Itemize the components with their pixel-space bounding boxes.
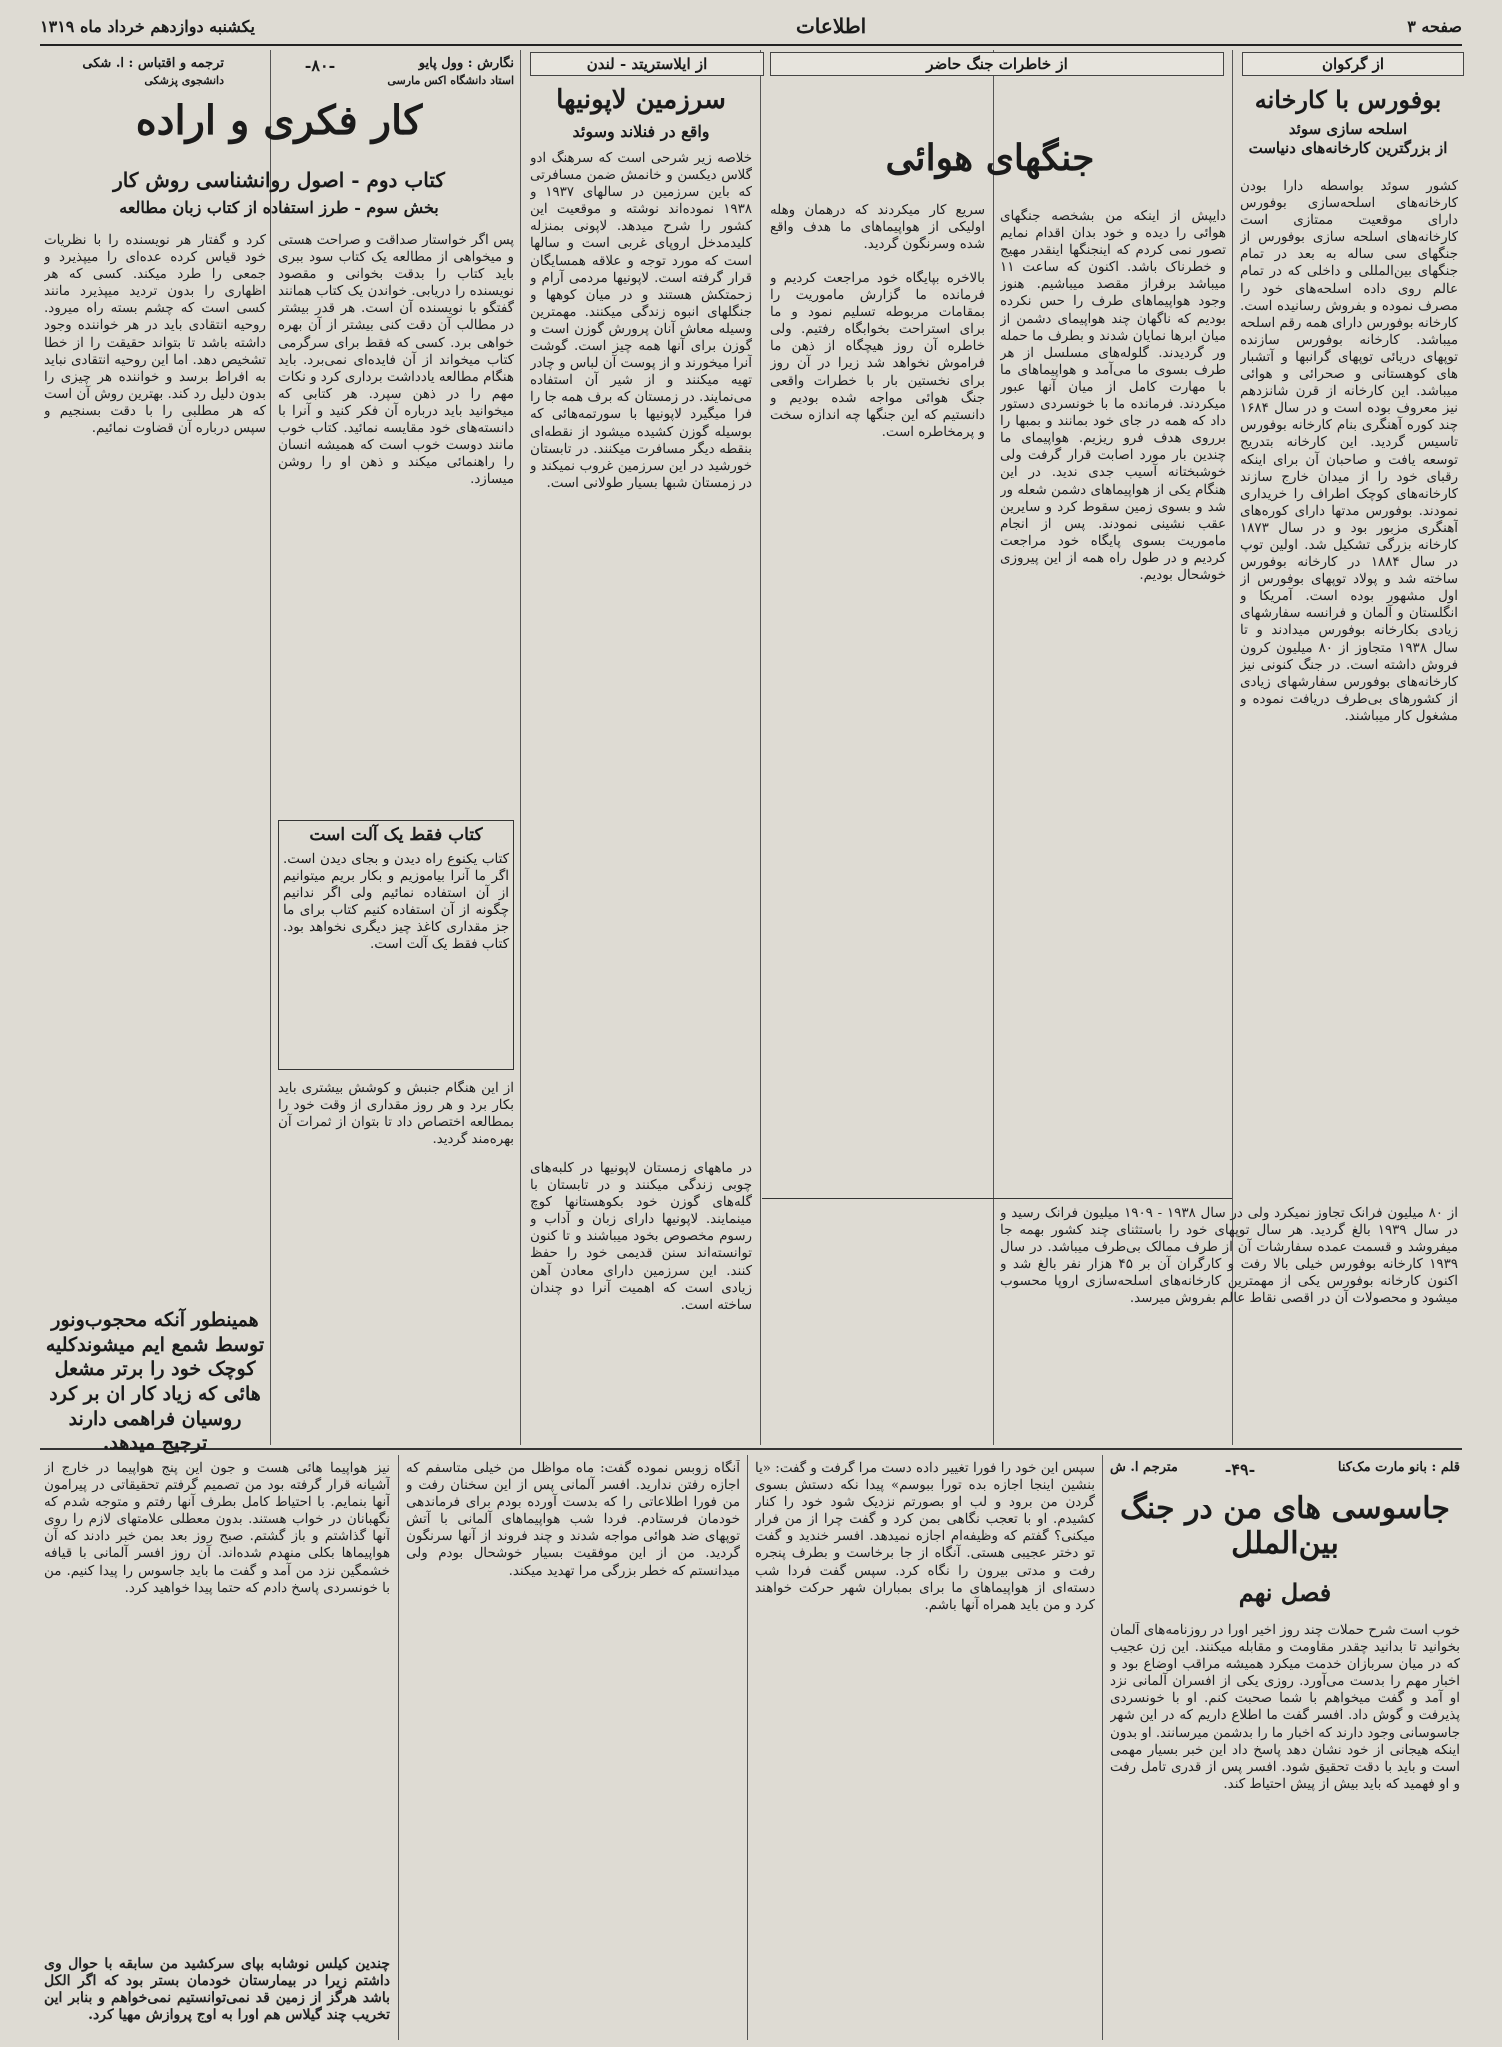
lapland-subtitle: واقع در فنلاند وسوئد — [572, 122, 710, 141]
spy-body: خوب است شرح حملات چند روز اخیر اورا در روزنامه‌های آلمان بخوانید تا بدانید چقدر مقاومت و مقابله میکنند. این زن عجیب که در میان سربازان خدمت میکرد همیشه مراقب اوضاع بود و اخبار مهم را بدست می‌آورد. روزی یکی از افسران آلمانی نزد او آمد و گفت میخواهم با شما صحبت کنم. او با خونسردی پذیرفت و گوش داد. افسر گفت ما اطلاع داریم که در این شهر جاسوسانی وجود دارند که اخبار ما را بدشمن میرسانند. او بدون اینکه هیجانی از خود نشان دهد پاسخ داد این خبر بسیار مهمی است و باید با دقت تحقیق شود. افسر پس از قدری تامل رفت و او فهمید که باید بیش از پیش احتیاط کند. — [1110, 1623, 1460, 1792]
translator-affiliation: دانشجوی پزشکی — [144, 74, 224, 87]
factories-body: کشور سوئد بواسطه دارا بودن کارخانه‌های اسلحه‌سازی بوفورس دارای موقعیت ممتازی است کارخانه‌های اسلحه سازی بوفورس از جنگهای سی ساله به بعد در تمام جنگهای بین‌المللی و داخلی که در تمام عالم روی داده اسلحه‌های خود را مصرف نموده و بفروش رسانیده است. کارخانه بوفورس دارای همه رقم اسلحه میباشد. کارخانه بوفورس سازنده توپهای دریائی توپهای گرانبها و آتشبار های کوهستانی و صحرائی و هوائی میباشد. این کارخانه از قرن شانزدهم نیز معروف بوده است و در سال ۱۶۸۴ چند کوره آهنگری بنام کارخانه بوفورس تاسیس گردید. این کارخانه بتدریج توسعه یافت و صاحبان آن برای اینکه رقبای خود را از میدان خارج سازند کارخانه‌های کوچک اطراف را خریداری نمودند. بوفورس مدتها دارای کوره‌های آهنگری مزبور بود و در سال ۱۸۷۳ کارخانه بزرگی تشکیل شد. اولین توپ در سال ۱۸۸۴ در کارخانه بوفورس ساخته شد و پولاد توپهای بوفورس از اول مشهور بوده است. آمریکا و انگلستان و آلمان و فرانسه سفارشهای زیادی بکارخانه بوفورس میدادند و تا سال ۱۹۳۸ متجاوز از ۸۰ میلیون کرون فروش داشته است. در جنگ کنونی نیز کارخانه‌های بوفورس سفارشهای زیادی از کشورهای بی‌طرف دریافت نموده و مشغول کار میباشند. — [1240, 179, 1458, 724]
thought-will-body-3: از این هنگام جنبش و کوشش بیشتری باید بکار برد و هر روز مقداری از وقت خود را بمطالعه اختصاص داد تا بتوان از ثمرات آن بهره‌مند گردید. — [278, 1081, 514, 1148]
spy-body-2: سپس این خود را فورا تغییر داده دست مرا گرفت و گفت: «یا بنشین اینجا اجازه بده تورا ببوسم» پیدا نکه دستش بسوی گردن من برود و لب او بصورتم نزدیک شود خود را کنار کشیدم. او با تعجب نگاهی بمن کرد و گفت چرا از من فرار میکنی؟ گفتم که وظیفه‌ام اجازه نمیدهد. افسر خندید و گفت تو دختر عجیبی هستی. آنگاه از جا برخاست و بطرف پنجره رفت و مدتی بیرون را نگاه کرد. سپس گفت فردا شب دسته‌ای از هواپیماهای ما برای بمباران شهر حرکت خواهند کرد و من باید همراه آنها باشم. — [755, 1461, 1095, 1613]
factories-title: بوفورس با کارخانه — [1254, 85, 1442, 114]
thought-will-book: کتاب دوم - اصول روانشناسی روش کار — [113, 168, 445, 192]
thought-will-section: بخش سوم - طرز استفاده از کتاب زبان مطالعه — [119, 198, 439, 217]
spy-title: جاسوسی های من در جنگ بین‌الملل — [1120, 1491, 1450, 1561]
air-wars-intro: سریع کار میکردند که درهمان وهله اولیکی از هواپیماهای ما هدف واقع شده وسرنگون گردید. — [770, 203, 985, 253]
column-rule — [760, 50, 761, 1445]
spy-author: قلم : بانو مارت مک‌کنا — [1337, 1460, 1460, 1475]
air-wars-title: جنگهای هوائی — [885, 137, 1095, 179]
air-wars-body-cont: بالاخره بپایگاه خود مراجعت کردیم و فرمانده ما گزارش ماموریت را بمقامات مربوطه تسلیم نمود و ما برای استراحت بخوابگاه رفتیم. ولی خاطره آن روز هیچگاه از ذهن ما فراموش نخواهد شد زیرا در آن روز برای نخستین بار با خطرات واقعی جنگ هوائی مواجه شده بودیم و دانستیم که این جنگها چه اندازه سخت و پرمخاطره است. — [770, 271, 985, 440]
column-rule — [1102, 1455, 1103, 2040]
column-rule — [993, 50, 994, 1445]
column-rule — [747, 1455, 748, 2040]
translator-name: ترجمه و اقتباس : ا. شکی — [82, 56, 224, 71]
lapland-body-cont: در ماههای زمستان لاپونیها در کلبه‌های چوبی زندگی میکنند و در تابستان با گله‌های گوزن خود بکوهستانها کوچ مینمایند. لاپونیها دارای زبان و آداب و رسوم مخصوص بخود میباشند و تا کنون توانسته‌اند سنن قدیمی خود را حفظ کنند. این سرزمین دارای معادن آهن زیادی است که اهمیت آنرا دو چندان ساخته است. — [530, 1161, 752, 1313]
air-wars-body: دایپش از اینکه من بشخصه جنگهای هوائی را دیده و خود بدان اقدام نمایم تصور نمی کردم که اینجنگها اینقدر مهیج و خطرناک باشد. اکنون که ساعت ۱۱ میباشد برفراز مقصد میباشیم. هنوز وجود هواپیماهای طرف را حس نکرده بودیم که ناگهان چند هواپیمای دشمن از میان ابرها نمایان شدند و بطرف ما حمله ور گردیدند. گلوله‌های مسلسل از هر طرف بسوی ما می‌آمد و هواپیماهای ما با مهارت کامل از میان آنها عبور میکردند. فرمانده ما با خونسردی دستور داد که همه در جای خود بمانند و بمبها را برروی هدف فرو ریزیم. هواپیمای ما چندین بار مورد اصابت قرار گرفت ولی خوشبختانه آسیب جدی ندید. در این هنگام یکی از هواپیماهای دشمن شعله ور شد و بسوی زمین سقوط کرد و سایرین عقب نشینی نمودند. پس از انجام ماموریت بسوی پایگاه خود مراجعت کردیم و در طول راه همه از این پیروزی خوشحال بودیم. — [1000, 209, 1226, 583]
issue-date: یکشنبه دوازدهم خرداد ماه ۱۳۱۹ — [40, 16, 255, 36]
column-rule — [270, 50, 271, 1445]
book-tool-title: کتاب فقط یک آلت است — [309, 825, 483, 845]
thought-will-title: کار فکری و اراده — [135, 97, 423, 144]
spy-translator: مترجم ا. ش — [1110, 1460, 1178, 1475]
author-affiliation: استاد دانشگاه اکس مارسی — [387, 74, 514, 87]
factories-divider — [762, 1198, 1232, 1199]
author-name: نگارش : وول پایو — [418, 56, 514, 71]
spy-body-3: آنگاه زوبس نموده گفت: ماه مواظل من خیلی متاسفم که اجازه رفتن ندارید. افسر آلمانی پس از این سخنان رفت و من فورا اطلاعاتی را که بدست آورده بودم برای فرماندهی خودمان فرستادم. فردا شب هواپیماهای آلمانی با آتش توپهای ضد هوائی مواجه شدند و چند فروند از آنها سرنگون گردید. من از این موفقیت بسیار خوشحال بودم ولی میدانستم که خطر بزرگی مرا تهدید میکند. — [406, 1461, 740, 1579]
book-tool-box — [278, 820, 514, 1070]
page-number: صفحه ۳ — [1407, 16, 1462, 36]
factories-location: از گرکوان — [1242, 52, 1464, 76]
spy-footer-bold: چندین کیلس نوشابه بپای سرکشید من سابقه با حوال وی داشتم زیرا در بیمارستان خودمان بستر بود که اگر الکل باشد هرگز از زمین قد نمی‌توانستیم نمی‌خواهم و بنابر این تخریب چند گیلاس هم اورا به اوج پروازش مهیا کرد. — [44, 1956, 390, 2024]
spy-chapter: فصل نهم — [1238, 1578, 1332, 1607]
lapland-title: سرزمین لاپونیها — [556, 85, 726, 115]
column-rule — [520, 50, 521, 1445]
thought-will-body-cont: کرد و گفتار هر نویسنده را با نظریات خود قیاس کرده عده‌ای را میپذیرد و جمعی را طرد میکند. کسی که هر اظهاری را بدون تردید میپذیرد مانند کسی است که چشم بسته راه میرود. روحیه انتقادی باید در هر خواننده وجود داشته باشد تا بتواند حقیقت را از خطا تشخیص دهد. اما این روحیه انتقادی نباید به افراط برسد و خواننده هر چیزی را بدون دلیل رد کند. بهترین روش آن است که هر مطلبی را با دقت بسنجیم و سپس درباره آن قضاوت نمائیم. — [44, 233, 266, 437]
column-rule — [398, 1455, 399, 2040]
serial-number: -۸۰- — [304, 56, 336, 75]
masthead — [40, 8, 1462, 46]
thought-will-body: پس اگر خواستار صداقت و صراحت هستی و میخواهی از مطالعه یک کتاب سود ببری باید کتاب را بدقت بخوانی و مقصود نویسنده را دریابی. خواندن یک کتاب همانند گفتگو با نویسنده آن است. هر قدر بیشتر در مطالب آن دقت کنی بیشتر از آن بهره خواهی برد. کسی که فقط برای سرگرمی کتاب میخواند از آن فایده‌ای نمی‌برد. باید هنگام مطالعه یادداشت برداری کرد و نکات مهم را در ذهن سپرد. هر کتابی که میخوانید باید درباره آن فکر کنید و آنرا با دانسته‌های خود مقایسه نمائید. کتاب خوب مانند دوست خوب است که همیشه انسان را راهنمائی میکند و ذهن او را روشن میسازد. — [278, 233, 514, 488]
thought-will-highlight: همینطور آنکه محجوب‌ونور توسط شمع ایم میشوندکلیه کوچک خود را برتر مشعل هائی که زیاد کار ان بر کرد روسیان فراهمی دارند ترجیح میدهد. — [45, 1309, 265, 1455]
book-tool-body: کتاب یکنوع راه دیدن و بجای دیدن است. اگر ما آنرا بیاموزیم و بکار بریم میتوانیم از آن استفاده نمائیم ولی اگر ندانیم چگونه از آن استفاده کنیم کتاب برای ما جز مقداری کاغذ چیز دیگری نخواهد بود. کتاب فقط یک آلت است. — [283, 852, 509, 953]
spy-body-4: نیز هواپیما هائی هست و جون این پنج هواپیما در خارج از آشیانه قرار گرفته بود من تصمیم گرفتم تحقیقاتی در پیرامون آنها بنمایم. با احتیاط کامل بطرف آنها رفتم و متوجه شدم که نگهبانان در خواب هستند. بدون معطلی علامتهای لازم را روی آنها گذاشتم و باز گشتم. صبح روز بعد بمن خبر دادند که آن هواپیماها بکلی منهدم شده‌اند. آن روز افسر آلمانی با قیافه خشمگین نزد من آمد و گفت ما باید جاسوس را پیدا کنیم. من با خونسردی پاسخ دادم که حتما پیدا خواهید کرد. — [44, 1461, 390, 1596]
lapland-body: خلاصه زیر شرحی است که سرهنگ ادو گلاس دیکسن و خانمش ضمن مسافرتی که باین سرزمین در سالهای ۱۹۳۷ و ۱۹۳۸ نموده‌اند نوشته و موقعیت این کشور را شرح میدهد. لاپونی بمنزله کلیدمدخل اروپای غربی است و سالها است که مورد توجه و علاقه همسایگان قرار گرفته است. لاپونیها مردمی آرام و زحمتکش هستند و در میان کوهها و جنگلهای انبوه زندگی میکنند. مهمترین وسیله معاش آنان پرورش گوزن است و گوزن برای آنها همه چیز است. گوشت آنرا میخورند و از پوست آن لباس و چادر تهیه میکنند و از شیر آن استفاده می‌نمایند. در زمستان که برف همه جا را فرا میگیرد لاپونیها با سورتمه‌هائی که بوسیله گوزن کشیده میشود از نقطه‌ای بنقطه دیگر مسافرت میکنند. در تابستان خورشید در این سرزمین غروب نمیکند و در زمستان شبها بسیار طولانی است. — [530, 151, 752, 491]
factories-body-cont: از ۸۰ میلیون فرانک تجاوز نمیکرد ولی در سال ۱۹۳۸ - ۱۹۰۹ میلیون فرانک رسید و در سال ۱۹۳۹ بالغ گردید. هر سال توپهای خود را باستثنای چند کشور بهمه جا میفروشد و قسمت عمده سفارشات آن از طرف ممالک بی‌طرف میباشد. در سال ۱۹۳۹ کارخانه بوفورس خیلی بالا رفت و کارگران آن بر ۴۵ هزار نفر بالغ شد و اکنون کارخانه بوفورس یکی از مهمترین کارخانه‌های اسلحه‌سازی اروپا محسوب میشود و محصولات آن در اقصی نقاط عالم بفروش میرسد. — [1000, 1206, 1458, 1307]
spy-serial-number: -۴۹- — [1224, 1460, 1256, 1479]
air-wars-location: از خاطرات جنگ حاضر — [770, 52, 1224, 76]
lapland-location: از ایلاستریتد - لندن — [530, 52, 764, 76]
factories-subtitle: اسلحه سازی سوئد از بزرگترین کارخانه‌های دنیاست — [1248, 120, 1448, 157]
newspaper-brand: اطلاعات — [795, 14, 867, 38]
